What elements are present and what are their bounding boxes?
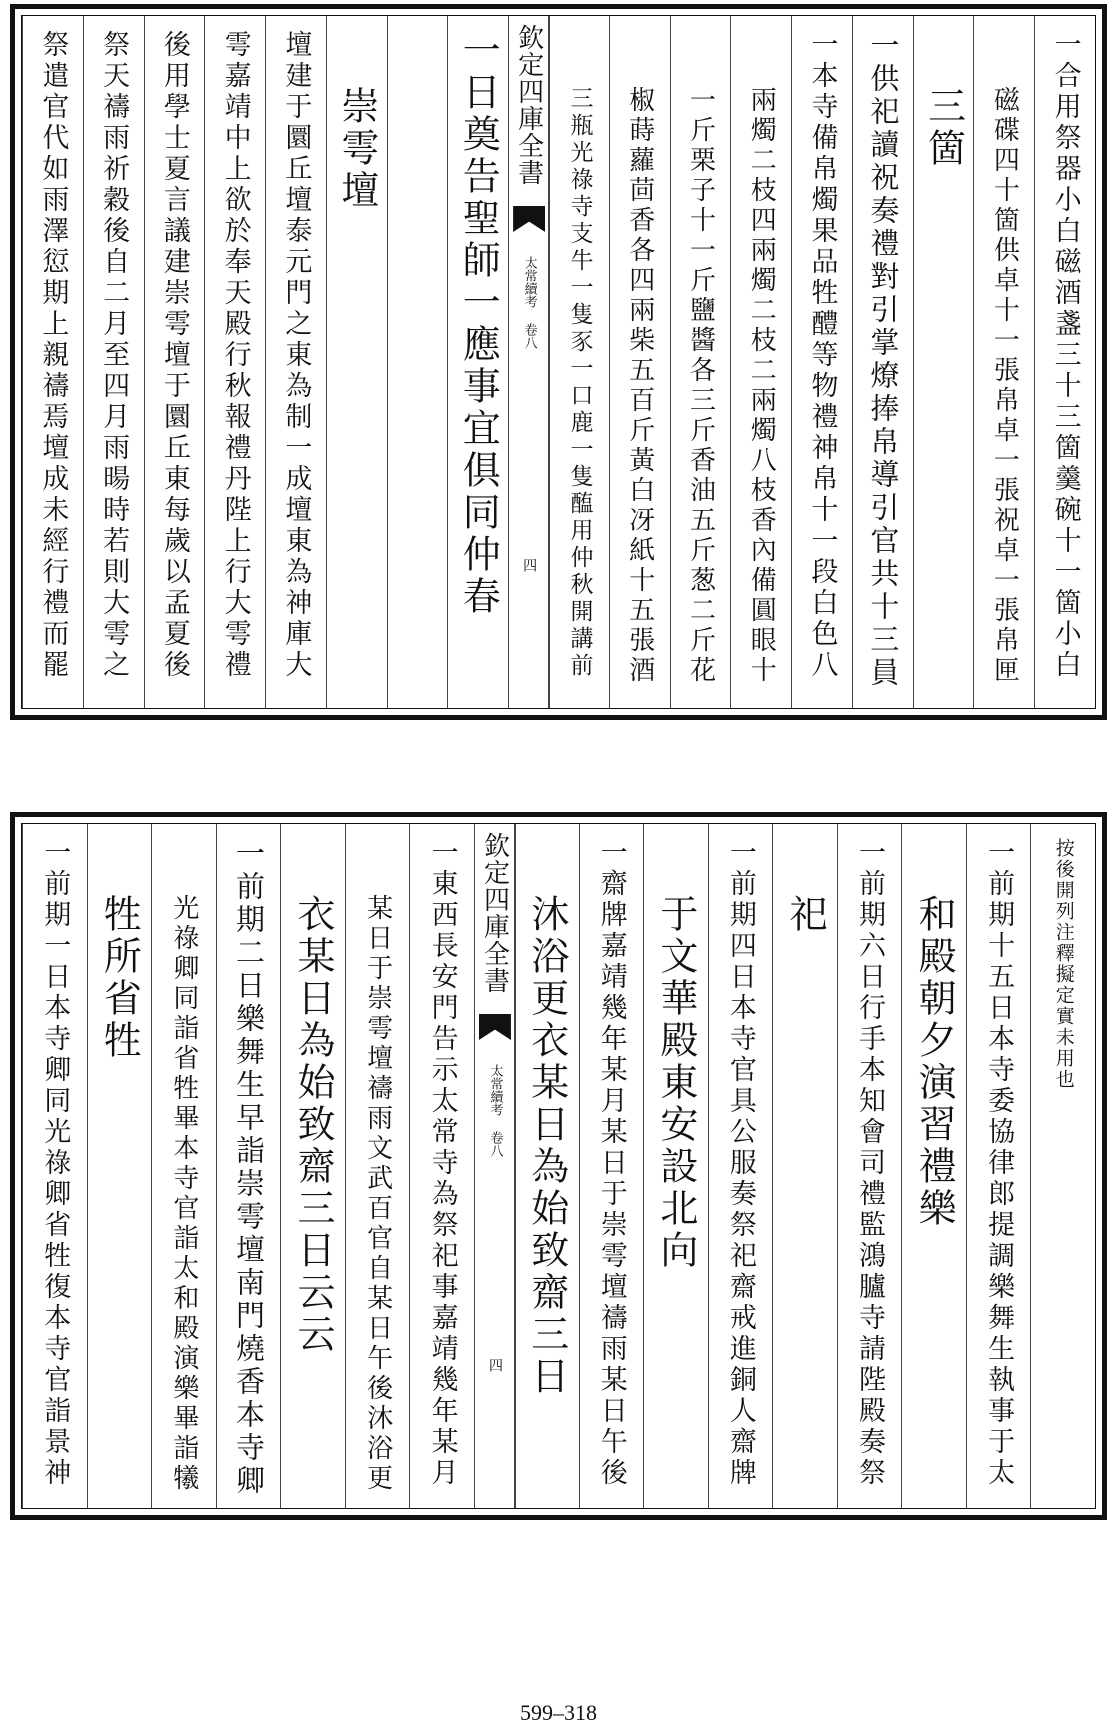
text-column	[852, 16, 913, 708]
text-column	[216, 824, 281, 1508]
text-column	[83, 16, 144, 708]
column-text: 一前期六日行手本知會司禮監鴻臚寺請陛殿奏祭	[854, 838, 886, 1489]
column-text: 沐浴更衣某日為始致齋三日	[524, 894, 569, 1398]
column-text: 一斤栗子十一斤鹽醬各三斤香油五斤葱二斤花	[685, 86, 716, 686]
text-column	[22, 824, 87, 1508]
text-column	[837, 824, 902, 1508]
center-bar-leaf: 四	[486, 1358, 503, 1372]
center-bar-subtitle: 太常續考 卷八	[487, 1064, 503, 1157]
text-column	[609, 16, 670, 708]
center-bar	[474, 824, 516, 1508]
text-column	[22, 16, 83, 708]
center-bar-subtitle: 太常續考 卷八	[521, 256, 537, 349]
text-column	[151, 824, 216, 1508]
center-bar-leaf: 四	[521, 558, 538, 572]
page-number: 599–318	[520, 1700, 597, 1725]
column-text: 衣某日為始致齋三日云云	[291, 894, 336, 1356]
text-column	[265, 16, 326, 708]
text-column	[280, 824, 345, 1508]
column-text: 一前期一日本寺卿同光祿卿省牲復本寺官詣景神	[39, 838, 71, 1489]
column-text: 後用學士夏言議建崇雩壇于圜丘東每歲以孟夏後	[158, 30, 190, 681]
fishtail-mark-icon	[479, 1014, 511, 1040]
text-column	[204, 16, 265, 708]
column-text: 一前期二日樂舞生早詣崇雩壇南門燒香本寺卿	[231, 838, 266, 1498]
column-text: 祭天禱雨祈穀後自二月至四月雨暘時若則大雩之	[98, 30, 130, 681]
text-column	[409, 824, 474, 1508]
annotation-note: 按後開列注釋擬定實未用也	[1052, 838, 1075, 1090]
text-column	[87, 824, 152, 1508]
text-column	[772, 824, 837, 1508]
column-text: 一合用祭器小白磁酒盞三十三箇羹碗十一箇小白	[1049, 30, 1081, 681]
column-text: 一供祀讀祝奏禮對引掌燎捧帛導引官共十三員	[866, 30, 901, 690]
column-text: 椒蒔蘿茴香各四兩柴五百斤黃白冴紙十五張酒	[624, 86, 655, 686]
center-bar	[508, 16, 550, 708]
bottom-panel-frame	[21, 823, 1096, 1509]
column-text: 于文華殿東安設北向	[653, 894, 698, 1272]
text-column	[901, 824, 966, 1508]
center-bar-title: 欽定四庫全書	[513, 24, 544, 186]
column-text: 牲所省牲	[97, 894, 142, 1062]
text-column	[1034, 16, 1095, 708]
text-column	[708, 824, 773, 1508]
column-text: 一日奠告聖師一應事宜俱同仲春	[456, 30, 501, 618]
text-column	[966, 824, 1031, 1508]
column-text: 一本寺備帛燭果品牲醴等物禮神帛十一段白色八	[806, 30, 838, 681]
column-text: 磁碟四十箇供卓十一張帛卓一張祝卓一張帛匣	[989, 86, 1020, 686]
text-column	[345, 824, 410, 1508]
text-column	[326, 16, 387, 708]
column-text: 光祿卿同詣省牲畢本寺官詣太和殿演樂畢詣犧	[168, 894, 199, 1494]
column-text: 和殿朝夕演習禮樂	[912, 894, 957, 1230]
column-text: 三箇	[921, 86, 966, 170]
text-column	[670, 16, 731, 708]
column-text: 兩燭二枝四兩燭二枝二兩燭八枝香內備圓眼十	[746, 86, 777, 686]
column-text: 一前期四日本寺官具公服奏祭祀齋戒進銅人齋牌	[724, 838, 756, 1489]
text-column	[1030, 824, 1095, 1508]
text-column	[144, 16, 205, 708]
column-text: 祀	[782, 894, 827, 936]
column-text: 雩嘉靖中上欲於奉天殿行秋報禮丹陛上行大雩禮	[219, 30, 251, 681]
text-column	[447, 16, 508, 708]
text-column	[579, 824, 644, 1508]
top-panel	[10, 4, 1107, 720]
text-column	[643, 824, 708, 1508]
column-text: 祭遣官代如雨澤愆期上親禱焉壇成未經行禮而罷	[37, 30, 69, 681]
center-bar-title: 欽定四庫全書	[479, 832, 510, 994]
column-text: 一齋牌嘉靖幾年某月某日于崇雩壇禱雨某日午後	[595, 838, 627, 1489]
column-text: 某日于崇雩壇禱雨文武百官自某日午後沐浴更	[362, 894, 393, 1494]
column-text: 一前期十五日本寺委協律郎提調樂舞生執事于太	[983, 838, 1015, 1489]
column-text: 壇建于圜丘壇泰元門之東為制一成壇東為神庫大	[280, 30, 312, 681]
text-column	[514, 824, 579, 1508]
fishtail-mark-icon	[513, 206, 545, 232]
column-text: 三瓶光祿寺支牛一隻豕一口鹿一隻醢用仲秋開講前	[566, 86, 593, 680]
text-column	[791, 16, 852, 708]
column-text: 一東西長安門告示太常寺為祭祀事嘉靖幾年某月	[426, 838, 458, 1489]
text-column	[730, 16, 791, 708]
text-column	[973, 16, 1034, 708]
bottom-panel	[10, 812, 1107, 1520]
text-column	[913, 16, 974, 708]
column-text: 崇雩壇	[334, 86, 379, 212]
text-column	[387, 16, 448, 708]
text-column	[548, 16, 609, 708]
top-panel-frame	[21, 15, 1096, 709]
